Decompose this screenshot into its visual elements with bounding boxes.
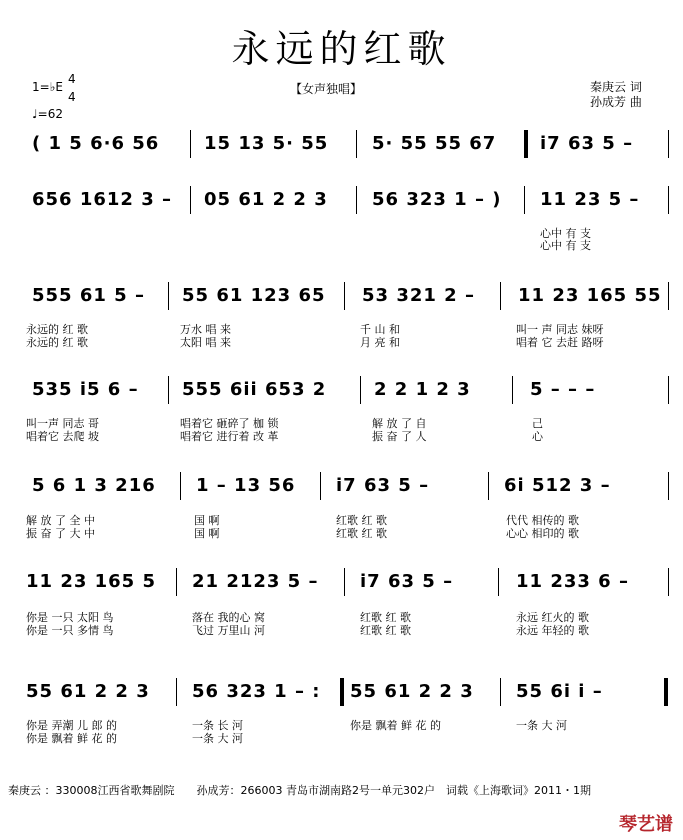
row3-measure3: 53 321 2 – (362, 285, 475, 306)
row3-measure4: 11 23 165 55 (518, 285, 662, 306)
row2-lyrics1: 心中 有 支 (540, 227, 591, 240)
row6-lyrics1-m4: 永远 红火的 歌 (516, 611, 589, 624)
row2-measure1: 656 1612 3 – (32, 189, 172, 210)
row4-lyrics2-m4: 心 (532, 430, 543, 443)
tempo-marking: ♩=62 (32, 107, 63, 121)
row5-lyrics2-m3: 红歌 红 歌 (336, 527, 387, 540)
row5-lyrics1-m4: 代代 相传的 歌 (506, 514, 579, 527)
row6-lyrics2-m1: 你是 一只 多情 鸟 (26, 624, 114, 637)
barline (180, 472, 181, 500)
row2-measure4: 11 23 5 – (540, 189, 640, 210)
row5-lyrics1-m3: 红歌 红 歌 (336, 514, 387, 527)
barline (356, 130, 357, 158)
barline (176, 568, 177, 596)
repeat-barline (524, 130, 528, 158)
time-signature-top: 4 (68, 72, 76, 86)
row1-measure3: 5· 55 55 67 (372, 133, 497, 154)
row4-lyrics1-m3: 解 放 了 自 (372, 417, 427, 430)
barline (498, 568, 499, 596)
barline (668, 130, 669, 158)
row4-measure2: 555 6ii 653 2 (182, 379, 327, 400)
row2-lyrics2: 心中 有 支 (540, 239, 591, 252)
row1-measure1: ( 1 5 6·6 56 (32, 133, 160, 154)
barline (168, 376, 169, 404)
row5-measure4: 6i 512 3 – (504, 475, 611, 496)
row3-lyrics2-m2: 太阳 唱 来 (180, 336, 231, 349)
composer-credit: 孙成芳 曲 (590, 95, 642, 109)
style-tag: 【女声独唱】 (290, 82, 363, 96)
barline (356, 186, 357, 214)
barline (668, 472, 669, 500)
barline (512, 376, 513, 404)
row4-lyrics2-m2: 唱着它 进行着 改 革 (180, 430, 279, 443)
row7-lyrics2-m1: 你是 飘着 鲜 花 的 (26, 732, 117, 745)
row7-lyrics2-m2: 一条 大 河 (192, 732, 243, 745)
row4-measure4: 5 – – – (530, 379, 596, 400)
barline (360, 376, 361, 404)
time-signature-bottom: 4 (68, 90, 76, 104)
row5-measure1: 5 6 1 3 216 (32, 475, 156, 496)
row3-measure1: 555 61 5 – (32, 285, 145, 306)
barline (344, 282, 345, 310)
row3-lyrics1-m4: 叫一 声 同志 妹呀 (516, 323, 604, 336)
row4-lyrics1-m2: 唱着它 砸碎了 枷 锁 (180, 417, 279, 430)
row4-lyrics2-m1: 唱着它 去爬 坡 (26, 430, 99, 443)
row3-lyrics2-m1: 永远的 红 歌 (26, 336, 88, 349)
row6-measure3: i7 63 5 – (360, 571, 454, 592)
row6-lyrics1-m2: 落在 我的心 窝 (192, 611, 265, 624)
site-logo: 琴艺谱 (619, 814, 673, 835)
row7-lyrics1-m3: 你是 飘着 鲜 花 的 (350, 719, 441, 732)
row7-measure3: 55 61 2 2 3 (350, 681, 474, 702)
row6-lyrics1-m3: 红歌 红 歌 (360, 611, 411, 624)
row7-lyrics1-m1: 你是 弄潮 儿 郎 的 (26, 719, 117, 732)
barline (524, 186, 525, 214)
row4-lyrics1-m1: 叫一声 同志 哥 (26, 417, 99, 430)
barline (344, 568, 345, 596)
row6-lyrics2-m4: 永远 年轻的 歌 (516, 624, 589, 637)
row5-lyrics1-m2: 国 啊 (194, 514, 220, 527)
barline (168, 282, 169, 310)
row6-measure4: 11 233 6 – (516, 571, 629, 592)
row2-measure3: 56 323 1 – ) (372, 189, 502, 210)
row6-lyrics1-m1: 你是 一只 太阳 鸟 (26, 611, 114, 624)
song-title: 永远的红歌 (231, 27, 452, 71)
row3-lyrics1-m1: 永远的 红 歌 (26, 323, 88, 336)
row1-measure4: i7 63 5 – (540, 133, 634, 154)
barline (668, 376, 669, 404)
barline (190, 130, 191, 158)
row1-measure2: 15 13 5· 55 (204, 133, 329, 154)
barline (176, 678, 177, 706)
repeat-barline (340, 678, 344, 706)
row3-lyrics2-m3: 月 亮 和 (360, 336, 400, 349)
row4-lyrics1-m4: 己 (532, 417, 543, 430)
row7-measure1: 55 61 2 2 3 (26, 681, 150, 702)
barline (500, 282, 501, 310)
row3-lyrics1-m3: 千 山 和 (360, 323, 400, 336)
barline (668, 568, 669, 596)
row5-lyrics2-m2: 国 啊 (194, 527, 220, 540)
row5-lyrics1-m1: 解 放 了 全 中 (26, 514, 95, 527)
footer-addresses: 秦庚云 ：330008江西省歌舞剧院 孙成芳：266003 青岛市湖南路2号一单元302户 词载《上海歌词》2011・1期 (8, 784, 591, 797)
row6-lyrics2-m2: 飞过 万里山 河 (192, 624, 265, 637)
row5-measure3: i7 63 5 – (336, 475, 430, 496)
row4-measure3: 2 2 1 2 3 (374, 379, 471, 400)
row7-measure2: 56 323 1 – : (192, 681, 321, 702)
row7-lyrics1-m2: 一条 长 河 (192, 719, 243, 732)
row5-lyrics2-m1: 振 奋 了 大 中 (26, 527, 95, 540)
row7-measure4: 55 6i i – (516, 681, 603, 702)
row3-lyrics2-m4: 唱着 它 去赶 路呀 (516, 336, 604, 349)
row2-measure2: 05 61 2 2 3 (204, 189, 328, 210)
row6-lyrics2-m3: 红歌 红 歌 (360, 624, 411, 637)
row6-measure1: 11 23 165 5 (26, 571, 156, 592)
row5-measure2: 1 – 13 56 (196, 475, 296, 496)
barline (488, 472, 489, 500)
row4-lyrics2-m3: 振 奋 了 人 (372, 430, 427, 443)
row4-measure1: 535 i5 6 – (32, 379, 139, 400)
barline (668, 282, 669, 310)
row6-measure2: 21 2123 5 – (192, 571, 319, 592)
lyricist-credit: 秦庚云 词 (590, 80, 642, 94)
row3-measure2: 55 61 123 65 (182, 285, 326, 306)
row3-lyrics1-m2: 万水 唱 来 (180, 323, 231, 336)
barline (320, 472, 321, 500)
row5-lyrics2-m4: 心心 相印的 歌 (506, 527, 579, 540)
barline (500, 678, 501, 706)
key-signature: 1=♭E (32, 80, 63, 94)
final-barline (664, 678, 668, 706)
row7-lyrics1-m4: 一条 大 河 (516, 719, 567, 732)
barline (668, 186, 669, 214)
barline (190, 186, 191, 214)
